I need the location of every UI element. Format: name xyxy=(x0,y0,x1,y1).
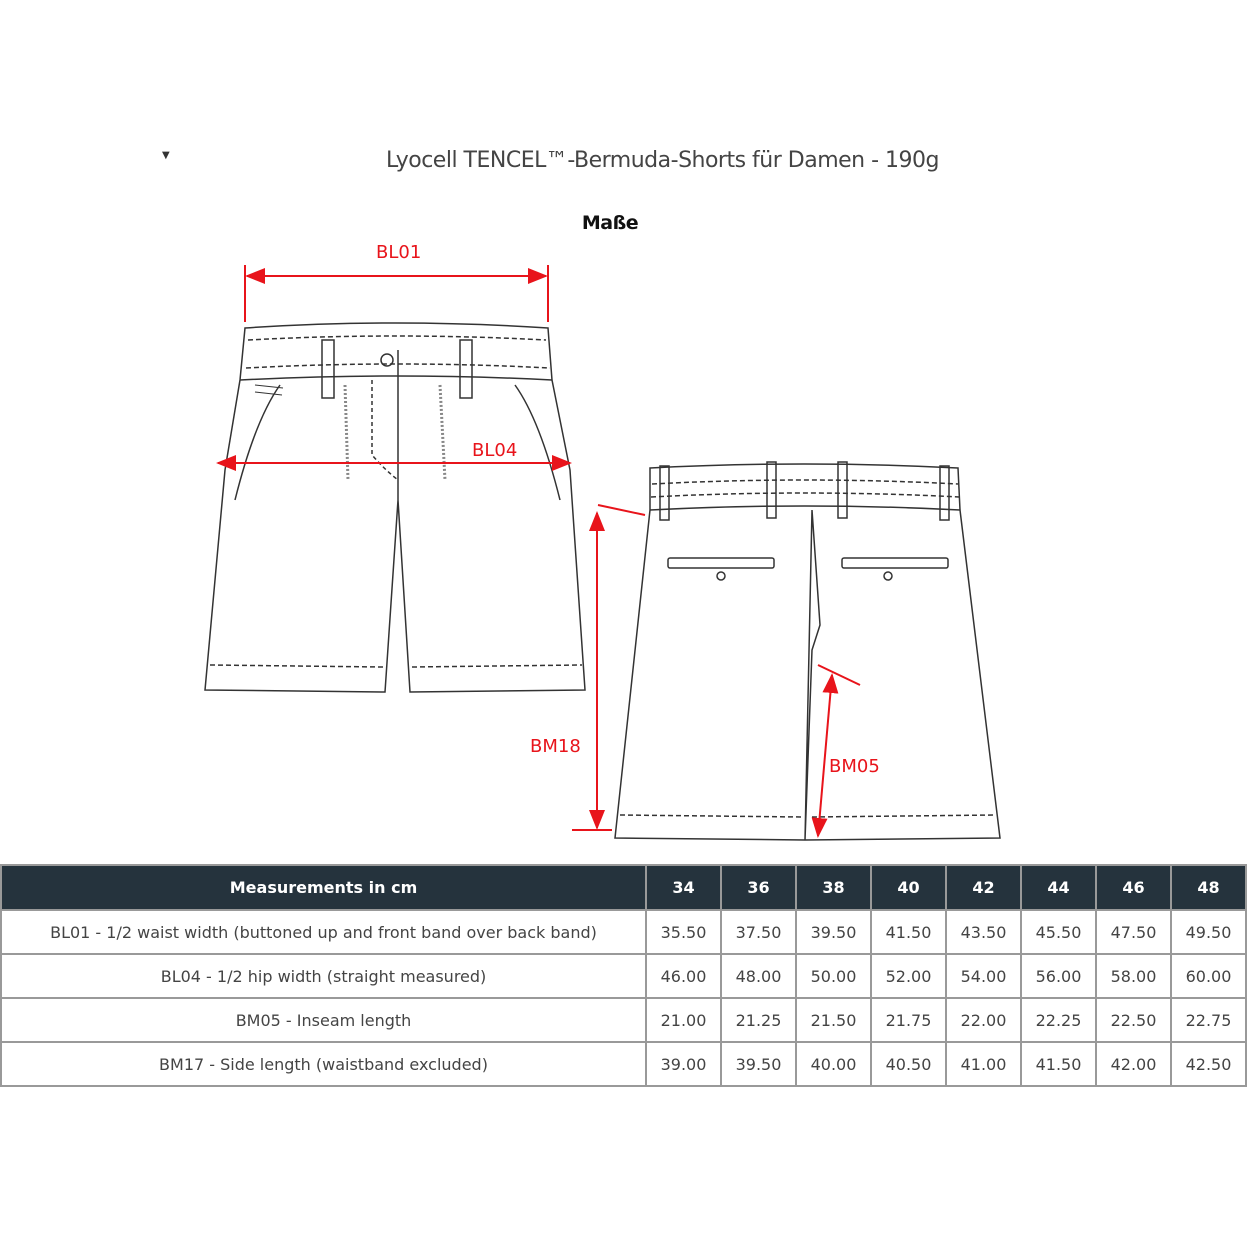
bullet-marker: ▼ xyxy=(162,150,170,161)
measurement-value: 46.00 xyxy=(646,954,721,998)
section-heading: Maße xyxy=(581,212,639,234)
measurement-value: 42.00 xyxy=(1096,1042,1171,1086)
measurement-value: 39.00 xyxy=(646,1042,721,1086)
measurement-value: 52.00 xyxy=(871,954,946,998)
measurement-value: 48.00 xyxy=(721,954,796,998)
measurement-value: 54.00 xyxy=(946,954,1021,998)
table-row xyxy=(1,1042,1246,1086)
measurement-value: 47.50 xyxy=(1096,910,1171,954)
size-table xyxy=(0,864,1247,1087)
measurement-value: 22.75 xyxy=(1171,998,1246,1042)
measurement-label: BL01 - 1/2 waist width (buttoned up and front band over back band) xyxy=(1,910,646,954)
label-bm18: BM18 xyxy=(530,736,581,757)
measurement-value: 21.50 xyxy=(796,998,871,1042)
measurement-value: 49.50 xyxy=(1171,910,1246,954)
label-bm05: BM05 xyxy=(829,756,880,777)
header-size: 34 xyxy=(646,865,721,910)
measurement-value: 39.50 xyxy=(721,1042,796,1086)
measurement-value: 45.50 xyxy=(1021,910,1096,954)
back-view-shorts xyxy=(615,462,1000,840)
measurement-value: 43.50 xyxy=(946,910,1021,954)
measurement-value: 22.50 xyxy=(1096,998,1171,1042)
header-size: 36 xyxy=(721,865,796,910)
measurement-value: 21.75 xyxy=(871,998,946,1042)
measurement-value: 60.00 xyxy=(1171,954,1246,998)
measurement-value: 50.00 xyxy=(796,954,871,998)
page-title: Lyocell TENCEL™-Bermuda-Shorts für Damen - 190g xyxy=(385,148,939,173)
measurement-value: 58.00 xyxy=(1096,954,1171,998)
header-size: 40 xyxy=(871,865,946,910)
table-row xyxy=(1,998,1246,1042)
table-row xyxy=(1,910,1246,954)
header-measurements: Measurements in cm xyxy=(1,865,646,910)
header-size: 48 xyxy=(1171,865,1246,910)
measurement-label: BM05 - Inseam length xyxy=(1,998,646,1042)
table-header-row xyxy=(1,865,1246,910)
measurement-value: 22.00 xyxy=(946,998,1021,1042)
table-row xyxy=(1,954,1246,998)
header-size: 46 xyxy=(1096,865,1171,910)
measurement-value: 21.00 xyxy=(646,998,721,1042)
header-size: 44 xyxy=(1021,865,1096,910)
header-size: 38 xyxy=(796,865,871,910)
front-view-shorts xyxy=(205,323,585,692)
measurement-value: 41.00 xyxy=(946,1042,1021,1086)
measurement-label: BM17 - Side length (waistband excluded) xyxy=(1,1042,646,1086)
measurement-label: BL04 - 1/2 hip width (straight measured) xyxy=(1,954,646,998)
measurement-value: 37.50 xyxy=(721,910,796,954)
header-size: 42 xyxy=(946,865,1021,910)
measurement-value: 56.00 xyxy=(1021,954,1096,998)
label-bl01: BL01 xyxy=(376,242,422,263)
measurement-value: 41.50 xyxy=(1021,1042,1096,1086)
measurement-value: 39.50 xyxy=(796,910,871,954)
measurement-value: 40.00 xyxy=(796,1042,871,1086)
measurement-value: 41.50 xyxy=(871,910,946,954)
label-bl04: BL04 xyxy=(472,440,518,461)
measurement-value: 22.25 xyxy=(1021,998,1096,1042)
measurement-value: 40.50 xyxy=(871,1042,946,1086)
measurement-value: 21.25 xyxy=(721,998,796,1042)
measurement-value: 35.50 xyxy=(646,910,721,954)
measurement-value: 42.50 xyxy=(1171,1042,1246,1086)
